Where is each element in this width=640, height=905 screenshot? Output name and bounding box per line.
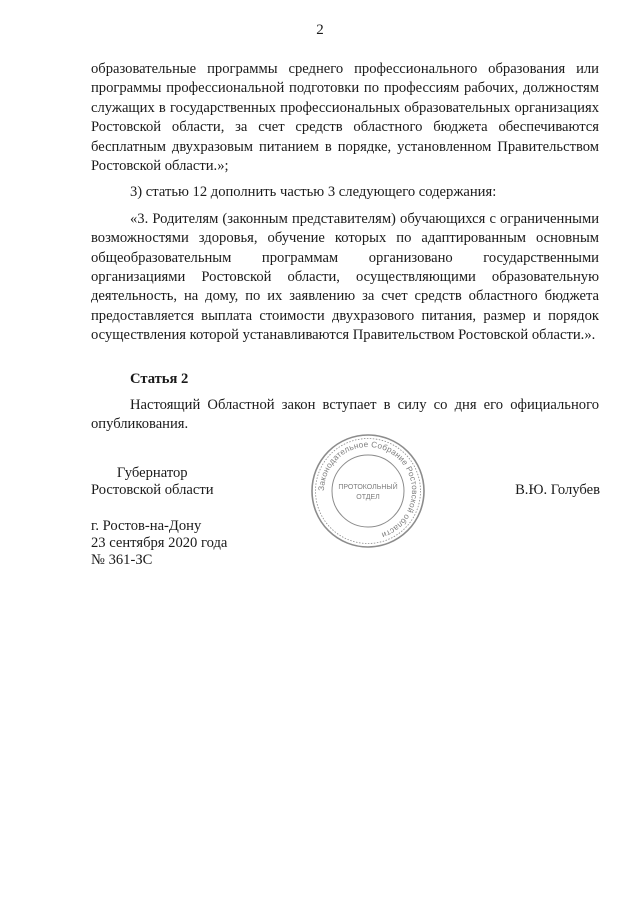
stamp-ring-text: Законодательное Собрание Ростовской области [316, 439, 420, 540]
article-paragraph: Настоящий Областной закон вступает в силу со дня его официального опубликования. [91, 397, 599, 433]
article-text [91, 396, 599, 435]
stamp-center-line2: ОТДЕЛ [356, 494, 380, 501]
paragraph-new-part: «3. Родителям (законным представителям) обучающихся с ограниченными возможностями здоровья, обучение которых по адаптированным основным общеобразовательным программам организовано государственными организациями Ростовской области, осуществляющими образовательную деятельность, на дому, по их заявлению за счет средств областного бюджета предоставляется выплата стоимости двухразового питания, размер и порядок осуществления которой устанавливаются Правительством Ростовской области.». [91, 210, 599, 344]
law-number: № 361-ЗС [91, 552, 153, 568]
signatory-name: В.Ю. Голубев [515, 482, 600, 498]
signatory-title [91, 465, 214, 499]
paragraph-continuation: образовательные программы среднего профессионального образования или программы профессиональной подготовки по профессиям рабочих, должностям служащих в государственных профессиональных образовательных организациях Ростовской области, за счет средств областного бюджета обеспечиваются бесплатным двухразовым питанием в порядке, установленном Правительством Ростовской области.»; [91, 61, 599, 175]
paragraph-amendment-item: 3) статью 12 дополнить частью 3 следующего содержания: [130, 184, 497, 201]
official-stamp [310, 433, 426, 549]
article-heading: Статья 2 [130, 371, 189, 387]
signatory-title-line1: Губернатор [116, 465, 188, 481]
law-date: 23 сентября 2020 года [91, 535, 228, 551]
page-number: 2 [316, 22, 324, 38]
signatory-title-line2: Ростовской области [91, 482, 214, 498]
law-body-text [91, 60, 599, 346]
place-city: г. Ростов-на-Дону [91, 518, 202, 534]
stamp-center-line1: ПРОТОКОЛЬНЫЙ [338, 484, 398, 491]
place-date-number [91, 518, 227, 569]
